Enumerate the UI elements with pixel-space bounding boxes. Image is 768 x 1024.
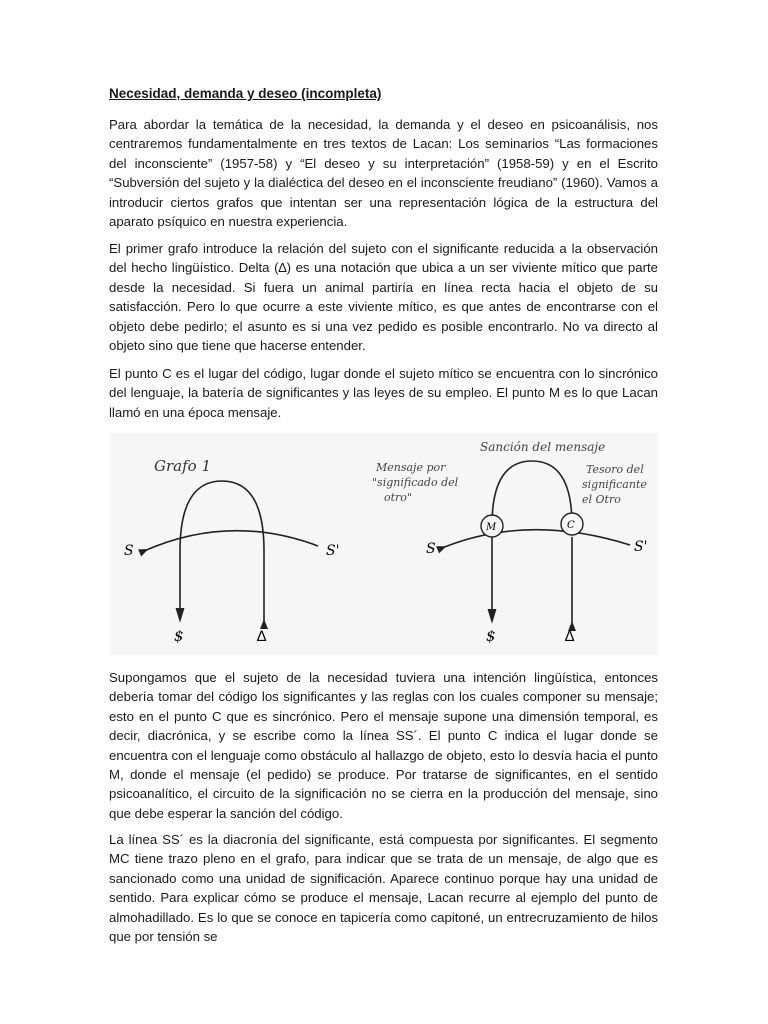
graph-2-right-annotation-line-3: el Otro: [582, 493, 621, 506]
document-title: Necesidad, demanda y deseo (incompleta): [109, 86, 382, 101]
graph-2-right-annotation-line-1: Tesoro del: [586, 463, 644, 476]
graph-2-node-m-label: M: [486, 522, 497, 533]
graph-2-left-annotation-line-2: "significado del: [372, 476, 459, 489]
graph-2-node-c-label: C: [567, 520, 575, 531]
graph-figure: [110, 433, 658, 655]
graph-1-delta-label: ∆: [257, 628, 267, 645]
graph-2-s-label: S: [426, 541, 436, 557]
graph-2-barred-s-label: $: [486, 627, 496, 645]
graph-2-left-annotation-line-1: Mensaje por: [376, 461, 446, 474]
graph-1: [124, 457, 339, 645]
graph-2-arch: [492, 461, 572, 525]
graph-2-s-prime-label: S': [634, 539, 648, 555]
graph-1-down-arrow: [176, 608, 184, 621]
paragraph-hypothesis: Supongamos que el sujeto de la necesidad tuviera una intención lingüística, entonces debería tomar del código los significantes y las reglas con los cuales componer su mensaje; esto en el punto C que es sincrónico. Pero el mensaje supone una dimensión temporal, es decir, diacrónica, y se escribe como la línea SS´. El punto C indica el lugar donde se encuentra con el lenguaje como obstáculo al hallazgo de objeto, esto lo desvía hacia el punto M, donde el mensaje (el pedido) se produce. Por tratarse de significantes, en el sentido psicoanalítico, el circuito de la significación no se cierra en la producción del mensaje, sino que debe esperar la sanción del código.: [109, 670, 658, 821]
graph-1-arch: [180, 481, 264, 621]
graph-2-down-arrow: [488, 609, 496, 622]
graph-2-ss-line: [442, 530, 630, 548]
paragraph-first-graph: El primer grafo introduce la relación del sujeto con el significante reducida a la observación del hecho lingüístico. Delta (∆) es una notación que ubica a un ser viviente mítico que parte desde la necesidad. Si fuera un animal partiría en línea recta hacia el objeto de su satisfacción. Pero lo que ocurre a este viviente mítico, es que antes de encontrarse con el objeto debe pedirlo; el asunto es si una vez pedido es posible encontrarlo. No va directo al objeto sino que tiene que hacerse entender.: [109, 241, 658, 354]
graph-1-title: Grafo 1: [154, 457, 211, 475]
graph-1-s-label: S: [124, 543, 134, 559]
paragraph-diachrony: La línea SS´ es la diacronía del significante, está compuesta por significantes. El segmento MC tiene trazo pleno en el grafo, para indicar que se trata de un mensaje, de algo que es sancionado como una unidad de significación. Aparece continuo porque hay una unidad de sentido. Para explicar cómo se produce el mensaje, Lacan recurre al ejemplo del punto de almohadillado. Es lo que se conoce en tapicería como capitoné, un entrecruzamiento de hilos que por tensión se: [109, 832, 658, 945]
graph-2: [372, 440, 647, 645]
graph-1-ss-line: [144, 531, 318, 551]
graph-1-barred-s-label: $: [174, 627, 184, 645]
graph-2-right-annotation-line-2: significante: [582, 478, 647, 491]
paragraph-points: El punto C es el lugar del código, lugar donde el sujeto mítico se encuentra con lo sincrónico del lenguaje, la batería de significantes y las leyes de su empleo. El punto M es lo que Lacan llamó en una época mensaje.: [109, 366, 658, 420]
graph-figure-svg: [110, 433, 658, 655]
graph-2-left-annotation-line-3: otro": [384, 491, 412, 504]
graph-1-s-prime-label: S': [326, 543, 340, 559]
graph-2-sanction-label: Sanción del mensaje: [480, 440, 606, 454]
graph-2-delta-label: ∆: [565, 628, 575, 645]
paragraph-intro: Para abordar la temática de la necesidad, la demanda y el deseo en psicoanálisis, nos centraremos fundamentalmente en tres textos de Lacan: Los seminarios “Las formaciones del inconsciente” (1957-58) y “El deseo y su interpretación” (1958-59) y en el Escrito “Subversión del sujeto y la dialéctica del deseo en el inconsciente freudiano” (1960). Vamos a introducir ciertos grafos que intentan ser una representación lógica de la estructura del aparato psíquico en nuestra experiencia.: [109, 117, 658, 230]
